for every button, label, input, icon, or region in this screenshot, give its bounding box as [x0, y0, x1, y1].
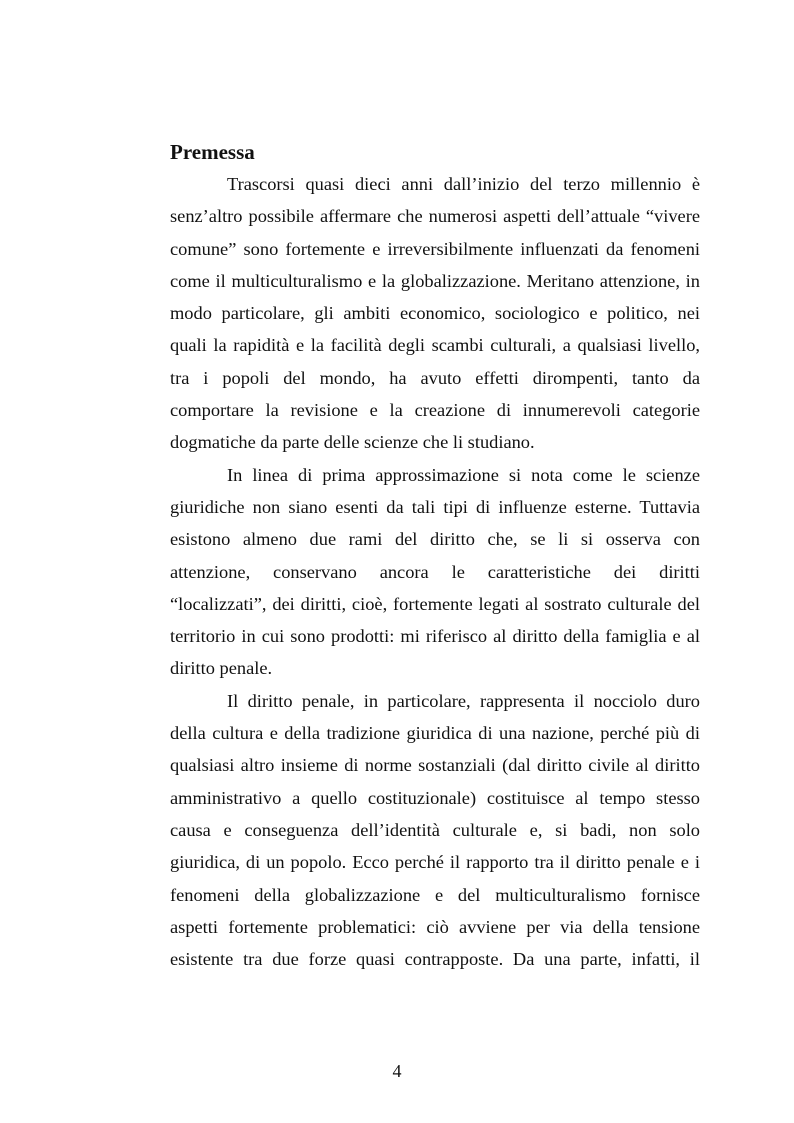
paragraph-2	[170, 459, 700, 685]
text-line: In linea di prima approssimazione si nota come le scienze	[227, 464, 700, 485]
text-line: modo particolare, gli ambiti economico, sociologico e politico, nei	[170, 303, 700, 324]
text-line: giuridica, di un popolo. Ecco perché il rapporto tra il diritto penale e i	[170, 852, 700, 873]
text-line: qualsiasi altro insieme di norme sostanziali (dal diritto civile al diritto	[170, 755, 700, 776]
paragraph-1	[170, 168, 700, 459]
text-line: senz’altro possibile affermare che numerosi aspetti dell’attuale “vivere	[170, 206, 700, 227]
text-line: dogmatiche da parte delle scienze che li studiano.	[170, 432, 535, 453]
text-line: “localizzati”, dei diritti, cioè, fortemente legati al sostrato culturale del	[170, 593, 700, 614]
text-line: comportare la revisione e la creazione di innumerevoli categorie	[170, 400, 700, 421]
text-line: diritto penale.	[170, 658, 273, 679]
text-line: come il multiculturalismo e la globalizzazione. Meritano attenzione, in	[170, 270, 700, 291]
text-line: comune” sono fortemente e irreversibilmente influenzati da fenomeni	[170, 238, 700, 259]
body-text	[170, 168, 700, 975]
section-heading: Premessa	[170, 140, 255, 164]
paragraph-3	[170, 685, 700, 976]
text-line: causa e conseguenza dell’identità culturale e, si badi, non solo	[170, 819, 700, 840]
text-line: esistono almeno due rami del diritto che, se li si osserva con	[170, 529, 700, 550]
text-line: aspetti fortemente problematici: ciò avviene per via della tensione	[170, 916, 700, 937]
text-line: amministrativo a quello costituzionale) costituisce al tempo stesso	[170, 787, 700, 808]
text-line: Trascorsi quasi dieci anni dall’inizio del terzo millennio è	[227, 174, 700, 194]
text-line: della cultura e della tradizione giuridica di una nazione, perché più di	[170, 723, 700, 744]
text-line: territorio in cui sono prodotti: mi riferisco al diritto della famiglia e al	[170, 626, 700, 647]
text-line: attenzione, conservano ancora le caratteristiche dei diritti	[170, 561, 700, 582]
text-line: giuridiche non siano esenti da tali tipi di influenze esterne. Tuttavia	[170, 496, 700, 517]
text-line: tra i popoli del mondo, ha avuto effetti dirompenti, tanto da	[170, 367, 700, 388]
text-line: Il diritto penale, in particolare, rappresenta il nocciolo duro	[227, 690, 700, 711]
text-line: fenomeni della globalizzazione e del multiculturalismo fornisce	[170, 884, 700, 905]
text-line: quali la rapidità e la facilità degli scambi culturali, a qualsiasi livello,	[170, 335, 700, 356]
page-number: 4	[392, 1061, 402, 1081]
text-line: esistente tra due forze quasi contrapposte. Da una parte, infatti, il	[170, 949, 700, 970]
